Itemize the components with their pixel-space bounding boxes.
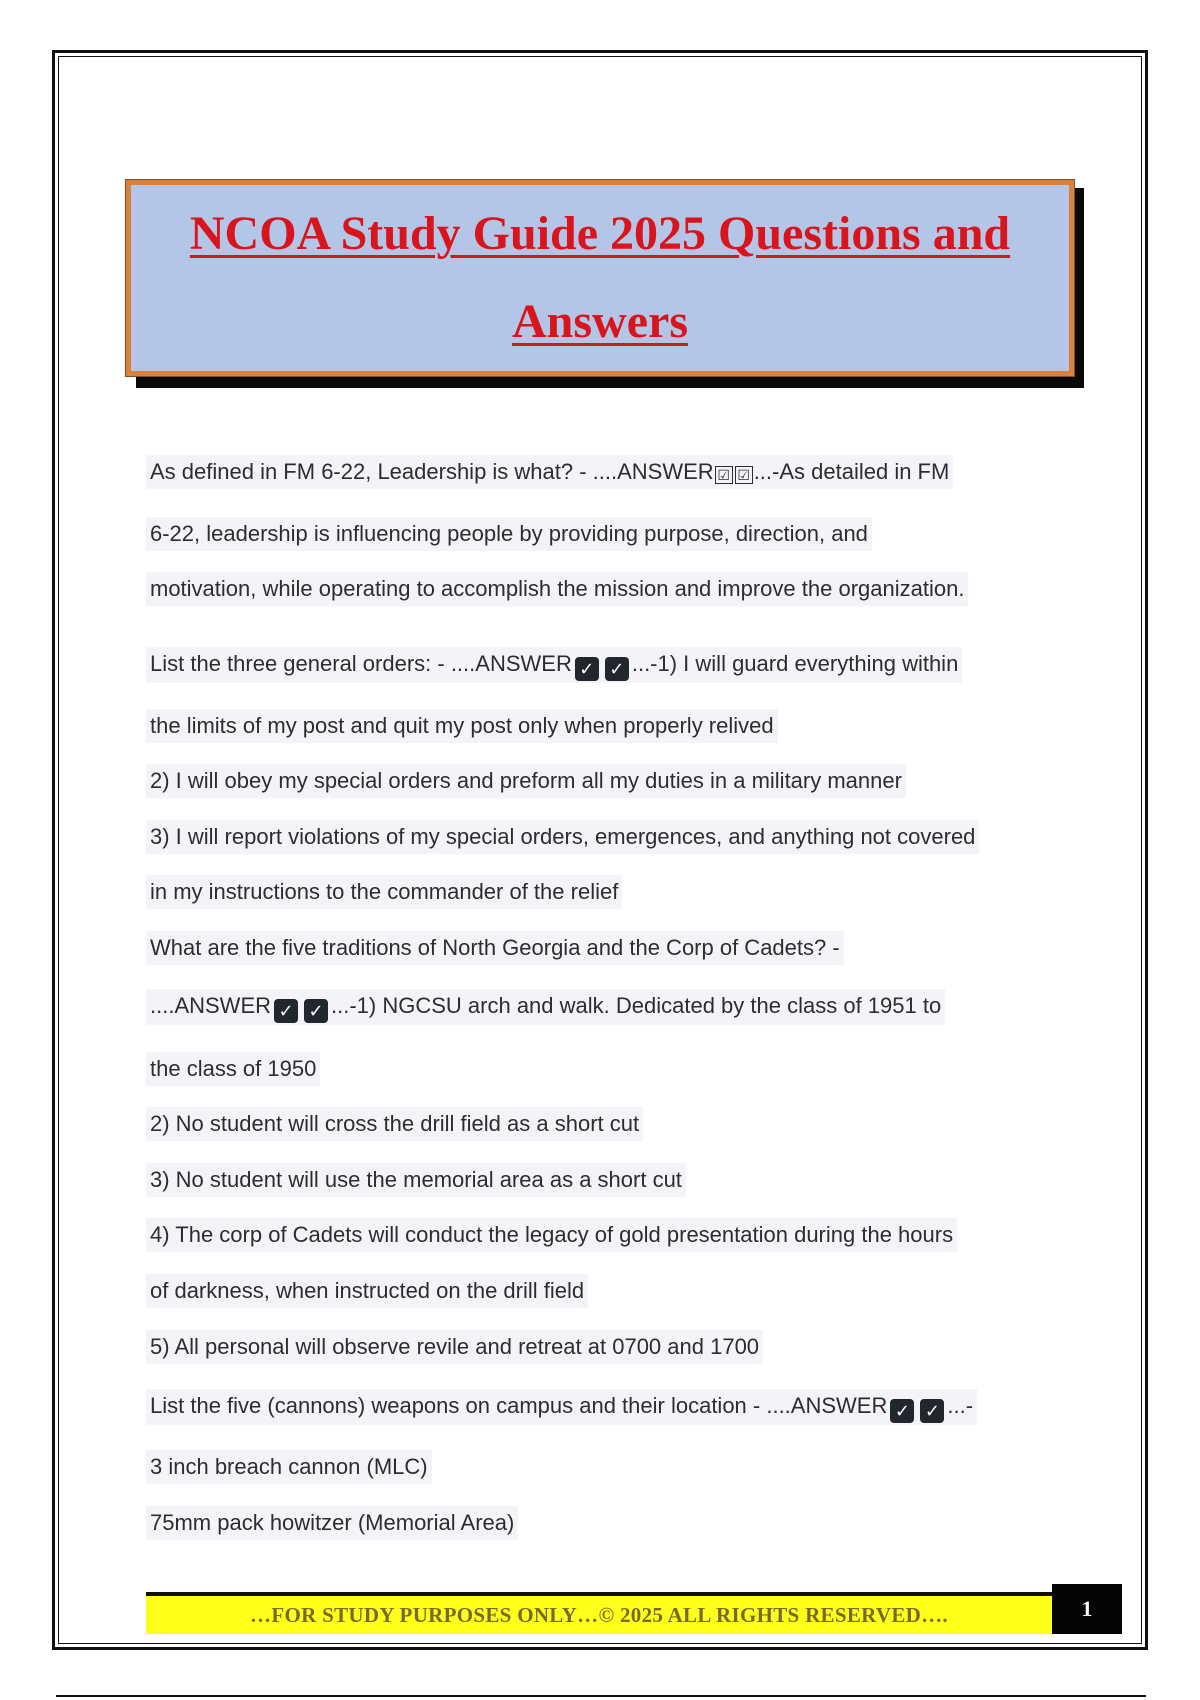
text-line-17 bbox=[146, 1389, 977, 1425]
question-text: List the three general orders: - ....ANSWER bbox=[150, 651, 572, 676]
footer-notice: …FOR STUDY PURPOSES ONLY…© 2025 ALL RIGHTS RESERVED…. bbox=[250, 1602, 948, 1627]
text-line-9: What are the five traditions of North Georgia and the Corp of Cadets? - bbox=[146, 931, 844, 965]
question-text: List the five (cannons) weapons on campus and their location - ....ANSWER bbox=[150, 1393, 888, 1418]
question-text: As defined in FM 6-22, Leadership is what? - ....ANSWER bbox=[150, 459, 714, 484]
text-line-6: 2) I will obey my special orders and preform all my duties in a military manner bbox=[146, 764, 906, 798]
text-line-11: the class of 1950 bbox=[146, 1052, 320, 1086]
text-line-19: 75mm pack howitzer (Memorial Area) bbox=[146, 1506, 518, 1540]
text-line-13: 3) No student will use the memorial area as a short cut bbox=[146, 1163, 686, 1197]
page-number-box bbox=[1052, 1584, 1122, 1634]
answer-text: ...-1) NGCSU arch and walk. Dedicated by the class of 1951 to bbox=[331, 993, 942, 1018]
bottom-divider bbox=[56, 1695, 1146, 1697]
answer-text: ...-As detailed in FM bbox=[753, 459, 950, 484]
text-line-12: 2) No student will cross the drill field as a short cut bbox=[146, 1107, 643, 1141]
text-line-8: in my instructions to the commander of the relief bbox=[146, 875, 622, 909]
check-icon: ✓ bbox=[274, 999, 298, 1023]
title-box bbox=[126, 180, 1074, 376]
check-icon: ✓ bbox=[575, 657, 599, 681]
check-icon: ✓ bbox=[890, 1399, 914, 1423]
text-line-10 bbox=[146, 989, 945, 1025]
checkbox-icon: ☑ bbox=[735, 466, 753, 484]
text-line-14: 4) The corp of Cadets will conduct the legacy of gold presentation during the hours bbox=[146, 1218, 957, 1252]
text-line-2: 6-22, leadership is influencing people by providing purpose, direction, and bbox=[146, 517, 872, 551]
answer-text: ...-1) I will guard everything within bbox=[631, 651, 959, 676]
text-line-16: 5) All personal will observe revile and retreat at 0700 and 1700 bbox=[146, 1330, 763, 1364]
page-number: 1 bbox=[1081, 1596, 1093, 1621]
check-icon: ✓ bbox=[605, 657, 629, 681]
check-icon: ✓ bbox=[304, 999, 328, 1023]
text-line-18: 3 inch breach cannon (MLC) bbox=[146, 1450, 432, 1484]
text-line-15: of darkness, when instructed on the drill field bbox=[146, 1274, 588, 1308]
text-line-1 bbox=[146, 455, 953, 489]
answer-text: ...- bbox=[947, 1393, 974, 1418]
checkbox-icon: ☑ bbox=[715, 466, 733, 484]
question-text: ....ANSWER bbox=[150, 993, 272, 1018]
text-line-3: motivation, while operating to accomplish the mission and improve the organization. bbox=[146, 572, 968, 606]
footer-bar bbox=[146, 1592, 1052, 1634]
text-line-4 bbox=[146, 647, 962, 683]
document-title-line-1: NCOA Study Guide 2025 Questions and bbox=[189, 207, 1011, 260]
document-title-line-2: Answers bbox=[512, 295, 688, 348]
check-icon: ✓ bbox=[920, 1399, 944, 1423]
text-line-7: 3) I will report violations of my special orders, emergences, and anything not covered bbox=[146, 820, 979, 854]
text-line-5: the limits of my post and quit my post only when properly relived bbox=[146, 709, 778, 743]
